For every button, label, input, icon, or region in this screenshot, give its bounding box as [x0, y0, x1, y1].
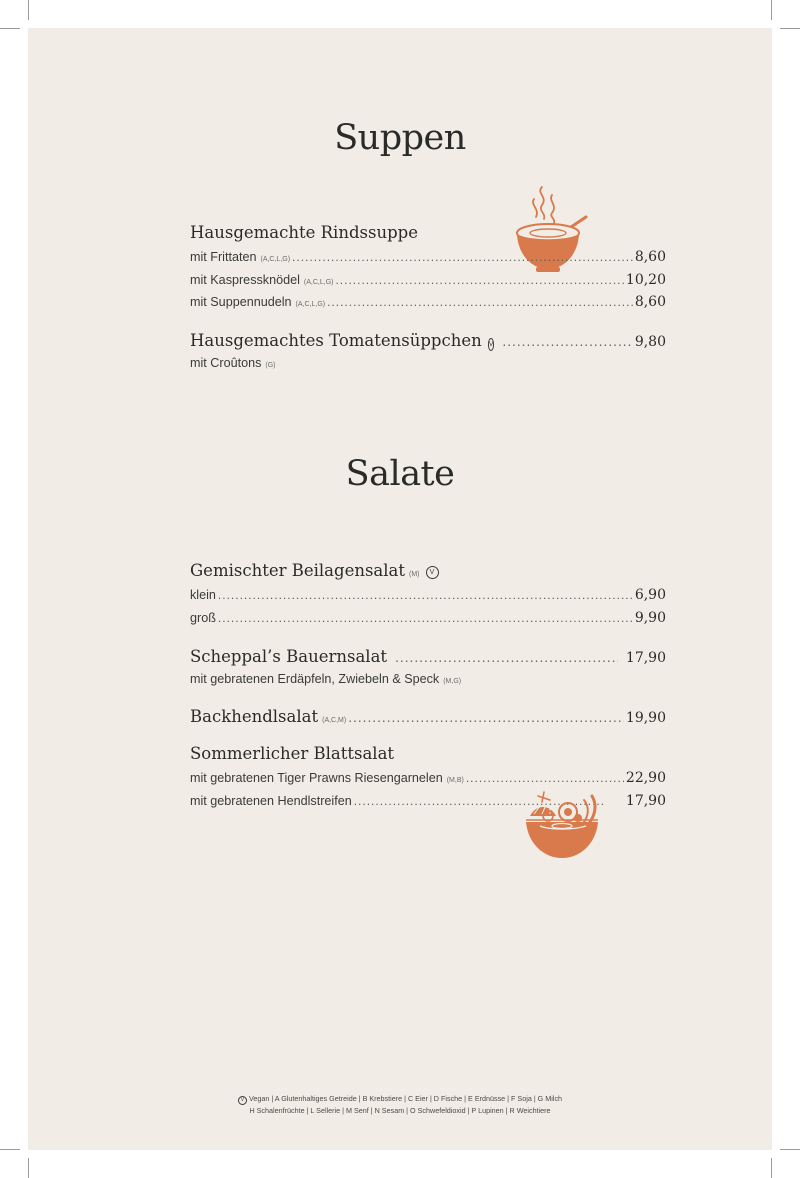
allergen-codes: (A,C,L,G)	[303, 279, 334, 286]
section-title-soups: Suppen	[334, 118, 466, 158]
price: 17,90	[625, 650, 666, 666]
option-label: mit gebratenen Hendlstreifen	[190, 794, 352, 808]
vegan-icon: V	[488, 338, 495, 351]
section-title-salads: Salate	[345, 454, 455, 494]
salad-bowl-icon	[520, 786, 604, 862]
dish-name-text: Sommerlicher Blattsalat	[190, 744, 395, 763]
allergen-codes: (M,G)	[443, 678, 462, 685]
legend-line-2: H Schalenfrüchte | L Sellerie | M Senf | N Sesam | O Schwefeldioxid | P Lupinen | R Weichtiere	[249, 1106, 551, 1115]
allergen-codes: (A,C,L,G)	[260, 256, 291, 263]
dot-leader	[502, 335, 632, 349]
menu-row	[190, 587, 666, 603]
menu-row	[190, 331, 666, 351]
dish-subtitle	[190, 672, 461, 686]
menu-row	[190, 770, 666, 786]
option-label: groß	[190, 611, 216, 625]
allergen-legend	[28, 1093, 772, 1116]
legend-text: Vegan | A Glutenhaltiges Getreide | B Krebstiere | C Eier | D Fische | E Erdnüsse | F Soja | G Milch	[248, 1094, 563, 1103]
subtitle-text: mit Croûtons	[190, 356, 262, 370]
price: 17,90	[625, 793, 666, 809]
allergen-codes: (M,B)	[446, 777, 464, 784]
crop-mark	[0, 28, 20, 29]
dish-name	[190, 561, 666, 580]
dot-leader	[292, 250, 633, 264]
option-label: klein	[190, 588, 216, 602]
dish-name	[190, 744, 666, 763]
price: 22,90	[625, 770, 666, 786]
crop-mark	[28, 1158, 29, 1178]
menu-row	[190, 610, 666, 626]
menu-row	[190, 707, 666, 726]
menu-row	[190, 294, 666, 310]
dish-name-text: Hausgemachte Rindssuppe	[190, 223, 418, 242]
price: 6,90	[634, 587, 666, 603]
allergen-codes: (A,C,L,G)	[295, 301, 326, 308]
dish-subtitle	[190, 356, 276, 370]
vegan-icon: V	[426, 566, 439, 579]
option-label: mit Suppennudeln	[190, 295, 292, 309]
dish-name-text: Hausgemachtes Tomatensüppchen	[190, 331, 482, 350]
dot-leader	[395, 651, 618, 665]
price: 8,60	[634, 294, 666, 310]
crop-mark	[28, 0, 29, 20]
price: 9,80	[634, 334, 666, 350]
dish-name	[190, 223, 666, 242]
crop-mark	[780, 1149, 800, 1150]
dish-name-text: Scheppal’s Bauernsalat	[190, 647, 388, 666]
crop-mark	[771, 0, 772, 20]
price: 10,20	[625, 272, 666, 288]
price: 19,90	[625, 710, 666, 726]
menu-row	[190, 249, 666, 265]
price: 8,60	[634, 249, 666, 265]
dish-name-text: Gemischter Beilagensalat	[190, 561, 406, 580]
menu-row	[190, 647, 666, 666]
dot-leader	[218, 588, 633, 602]
allergen-codes: (G)	[265, 362, 276, 369]
dot-leader	[218, 611, 633, 625]
dot-leader	[348, 711, 624, 725]
menu-row	[190, 272, 666, 288]
menu-page	[28, 28, 772, 1150]
dot-leader	[335, 273, 623, 287]
option-label: mit gebratenen Tiger Prawns Riesengarnelen	[190, 771, 443, 785]
legend-line-1	[28, 1093, 772, 1105]
subtitle-text: mit gebratenen Erdäpfeln, Zwiebeln & Speck	[190, 672, 440, 686]
option-label: mit Kaspressknödel	[190, 273, 300, 287]
allergen-codes: (M)	[409, 571, 420, 578]
price: 9,90	[634, 610, 666, 626]
vegan-icon: V	[238, 1096, 247, 1105]
dish-name-text: Backhendlsalat	[190, 707, 319, 726]
crop-mark	[780, 28, 800, 29]
dot-leader	[466, 771, 624, 785]
crop-mark	[0, 1149, 20, 1150]
crop-mark	[771, 1158, 772, 1178]
allergen-codes: (A,C,M)	[322, 717, 347, 724]
option-label: mit Frittaten	[190, 250, 257, 264]
dot-leader	[327, 295, 633, 309]
